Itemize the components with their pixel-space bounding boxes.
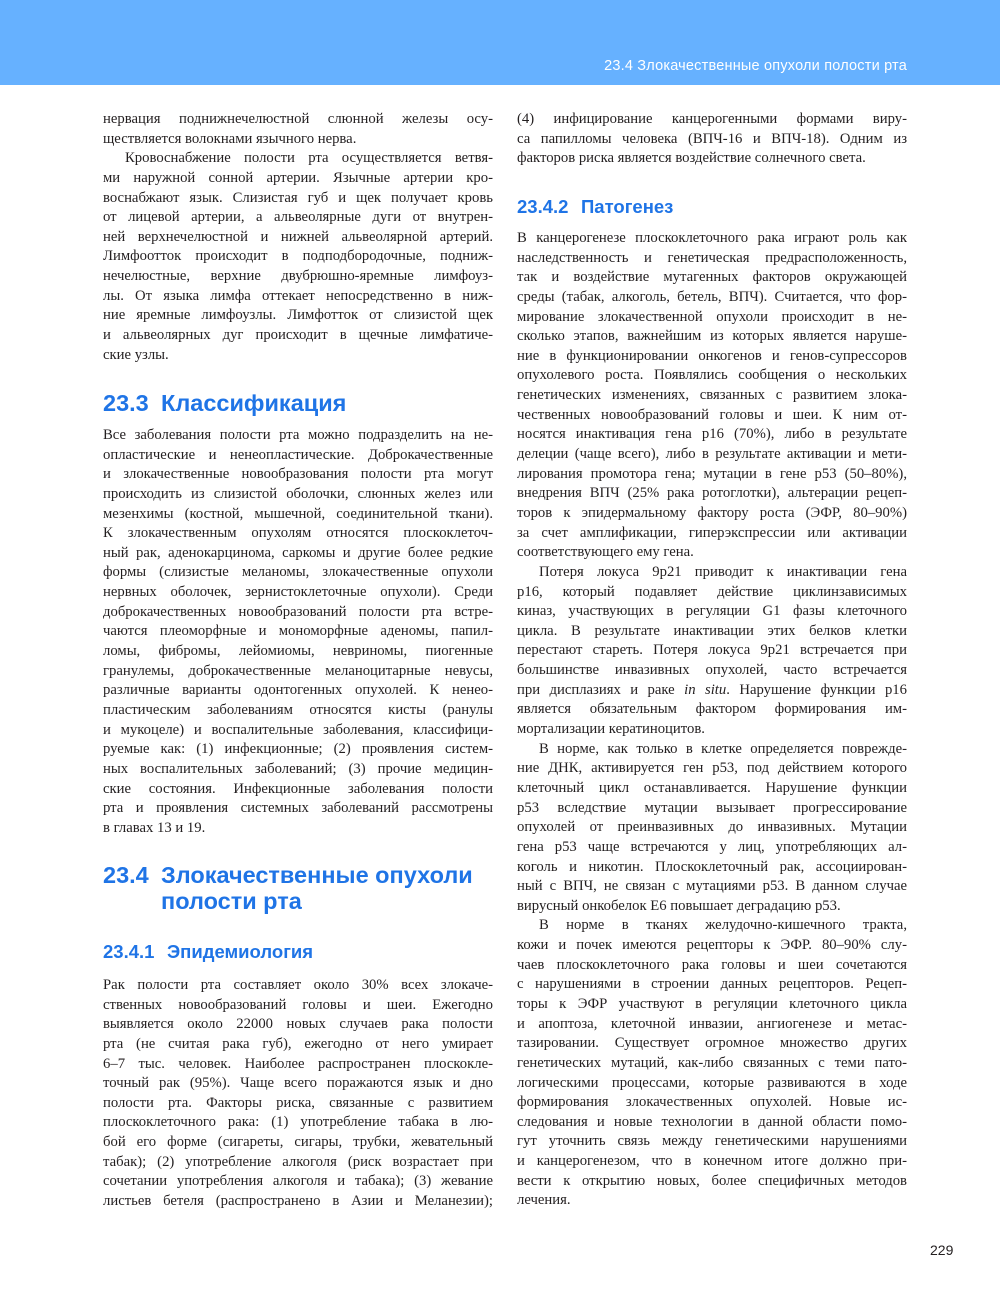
text-line: ный с ВПЧ, не связан с мутациями p53. В данном случае: [517, 878, 907, 895]
text-line: формы (слизистые меланомы, злокачественные опухоли: [103, 564, 493, 581]
text-line: Потеря локуса 9p21 приводит к инактивации гена: [539, 563, 907, 580]
text-line: перестают стареть. Потеря локуса 9p21 встречается при: [517, 642, 907, 659]
text-line: Все заболевания полости рта можно подразделить на не-: [103, 427, 493, 443]
text-line: В норме, как только в клетке определяется поврежде-: [539, 740, 907, 757]
text-line: в главах 13 и 19.: [103, 819, 206, 836]
italic-term: in situ: [684, 681, 727, 698]
text-line: точный рак (95%). Чаще всего поражаются язык и дно: [103, 1075, 493, 1092]
text-line: плоскоклеточного рака: (1) употребление табака в лю-: [103, 1114, 493, 1131]
text-line: Рак полости рта составляет около 30% всех злокаче-: [103, 977, 493, 993]
text-line: происходить из слизистой оболочки, слюнных желез или: [103, 485, 493, 502]
text-line: чаев плоскоклеточного рака головы и шеи сочетаются: [517, 956, 907, 973]
text-line: за счет амплификации, гиперэкспрессии или активации: [517, 524, 907, 541]
section-heading-23-4: [103, 862, 473, 914]
text-line: гена p53 чаще встречаются у лиц, употребляющих ал-: [517, 838, 907, 855]
text-line: торы к ЭФР участвуют в регуляции клеточного цикла: [517, 995, 907, 1012]
text-line: нервных оболочек, зернистоклеточные опухоли). Среди: [103, 584, 493, 601]
text-line: носятся инактивация гена p16 (70%), либо в результате: [517, 426, 907, 443]
text-line: чаются плеоморфные и мономорфные аденомы, папил-: [103, 623, 493, 640]
header-bar: [0, 0, 1000, 85]
text-line: делеции (чаще всего), либо в результате активации и мети-: [517, 446, 907, 463]
text-line: логическими процессами, которые развиваются в ходе: [517, 1074, 907, 1091]
text-line: является обязательным фактором формирования им-: [517, 701, 907, 718]
paragraph: [103, 426, 493, 838]
subsection-title: Эпидемиология: [167, 941, 314, 962]
subsection-heading-23-4-1: [103, 941, 313, 963]
text-line: от лицевой артерии, а альвеолярные дуги от внутрен-: [103, 209, 493, 226]
paragraph: [517, 563, 907, 740]
text-line: различные варианты одонтогенных опухолей. К ненео-: [103, 682, 493, 699]
text-line: вирусный онкобелок Е6 повышает деградацию p53.: [517, 897, 841, 914]
text-line: мирование злокачественной опухоли происходит в не-: [517, 308, 907, 325]
text-line: опухолей от преинвазивных до инвазивных. Мутации: [517, 819, 907, 836]
text-span: . Нарушение функции p16: [726, 681, 907, 698]
paragraph: [517, 110, 907, 169]
section-number: 23.4: [103, 862, 149, 888]
text-line: сочетании употребления алкоголя и табака); (3) жевание: [103, 1173, 493, 1190]
text-line: торов к эпидермальному фактору роста (ЭФР, 80–90%): [517, 504, 907, 521]
subsection-number: 23.4.2: [517, 196, 569, 217]
subsection-number: 23.4.1: [103, 941, 155, 962]
text-line: киназ, участвующих в регуляции G1 фазы клеточного: [517, 603, 907, 620]
text-line: коголь и никотин. Плоскоклеточный рак, ассоциирован-: [517, 858, 907, 875]
paragraph: [103, 149, 493, 365]
text-line: В канцерогенезе плоскоклеточного рака играют роль как: [517, 230, 907, 246]
text-line: ние ДНК, активируется ген p53, под действием которого: [517, 760, 907, 777]
text-line: доброкачественных новообразований полости рта встре-: [103, 603, 493, 620]
text-line: ние в функционировании онкогенов и генов-супрессоров: [517, 347, 907, 364]
text-line: опластические и ненеопластические. Доброкачественные: [103, 446, 493, 463]
text-line: следования и новые технологии в данной области помо-: [517, 1113, 907, 1130]
text-line: нервация поднижнечелюстной слюнной железы осу-: [103, 111, 493, 127]
text-line: листьев бетеля (распространено в Азии и Меланезии);: [103, 1193, 493, 1210]
text-line: цикла. В результате инактивации этих белков клетки: [517, 622, 907, 639]
section-title: Классификация: [161, 390, 347, 416]
text-line: Кровоснабжение полости рта осуществляется ветвя-: [125, 150, 493, 167]
text-line: факторов риска является воздействие солнечного света.: [517, 150, 866, 167]
text-line: тазировании. Существует огромное множество других: [517, 1035, 907, 1052]
subsection-heading-23-4-2: [517, 196, 673, 218]
section-number: 23.3: [103, 390, 149, 416]
text-line: нечелюстные, верхние двубрюшно-яремные лимфоуз-: [103, 268, 493, 285]
text-line: са папилломы человека (ВПЧ-16 и ВПЧ-18). Одним из: [517, 130, 907, 147]
text-line: генетических мутаций, как-либо связанных с теми пато-: [517, 1054, 907, 1071]
text-line: ские состояния. Инфекционные заболевания полости: [103, 780, 493, 797]
text-line: [517, 681, 907, 701]
text-line: мортализации кератиноцитов.: [517, 721, 705, 738]
text-line: кожи и почек имеются рецепторы к ЭФР. 80–90% слу-: [517, 937, 907, 954]
text-line: лы. От языка лимфа оттекает непосредственно в ниж-: [103, 287, 493, 304]
text-block: [103, 110, 493, 365]
text-line: лечения.: [517, 1192, 571, 1209]
text-line: ственных новообразований головы и шеи. Ежегодно: [103, 996, 493, 1013]
text-line: и канцерогенезом, что в конечном итоге должно при-: [517, 1153, 907, 1170]
text-line: так и воздействие мутагенных факторов окружающей: [517, 269, 907, 286]
running-title: 23.4 Злокачественные опухоли полости рта: [604, 58, 907, 74]
text-block: [103, 976, 493, 1212]
text-line: внедрения ВПЧ (25% рака ротоглотки), альтерации рецеп-: [517, 485, 907, 502]
text-line: мезенхимы (костной, мышечной, соединительной ткани).: [103, 505, 493, 522]
text-line: и апоптоза, клеточной инвазии, ангиогенезе и метас-: [517, 1015, 907, 1032]
text-line: лирования промотора гена; мутации в гене p53 (50–80%),: [517, 465, 907, 482]
text-line: Лимфоотток происходит в подподбородочные, подниж-: [103, 248, 493, 265]
text-line: полости рта. Факторы риска, связанные с развитием: [103, 1094, 493, 1111]
text-line: ми наружной сонной артерии. Язычные артерии кро-: [103, 169, 493, 186]
text-line: ней верхнечелюстной и нижней альвеолярной артерий.: [103, 228, 493, 245]
text-line: руемые как: (1) инфекционные; (2) проявления систем-: [103, 741, 493, 758]
text-line: ществляется волокнами язычного нерва.: [103, 130, 357, 147]
text-line: ломы, фибромы, лейомиомы, невриномы, пиогенные: [103, 643, 493, 660]
text-line: бой его форме (сигареты, сигары, трубки, жевательный: [103, 1134, 493, 1151]
text-line: рта и проявления системных заболеваний рассмотрены: [103, 800, 493, 817]
text-line: и альвеолярных дуг происходит в щечные лимфатиче-: [103, 327, 493, 344]
text-line: p16, который подавляет действие циклинзависимых: [517, 583, 907, 600]
text-line: соответствующего ему гена.: [517, 544, 694, 561]
subsection-title: Патогенез: [581, 196, 674, 217]
text-span: при дисплазиях и раке: [517, 681, 685, 698]
section-title-line2: полости рта: [161, 888, 302, 914]
text-line: В норме в тканях желудочно-кишечного тракта,: [539, 917, 907, 934]
text-line: среды (табак, алкоголь, бетель, ВПЧ). Считается, что фор-: [517, 288, 907, 305]
text-block: [517, 110, 907, 169]
text-line: клеточный цикл останавливается. Нарушение функции: [517, 779, 907, 796]
text-line: ный рак, аденокарцинома, саркомы и другие более редкие: [103, 544, 493, 561]
paragraph: [517, 229, 907, 563]
text-line: и злокачественные новообразования полости рта могут: [103, 466, 493, 483]
page-number: 229: [930, 1242, 954, 1258]
text-line: чественных новообразований головы и шеи. К ним от-: [517, 406, 907, 423]
text-block: [103, 426, 493, 838]
text-line: формирования злокачественных опухолей. Новые ис-: [517, 1094, 907, 1111]
text-line: рта (не считая рака губ), ежегодно от него умирает: [103, 1035, 493, 1052]
text-line: 6–7 тыс. человек. Наиболее распространен плоскокле-: [103, 1055, 493, 1072]
text-line: гут уточнить связь между генетическими нарушениями: [517, 1133, 907, 1150]
text-line: p53 вследствие мутации вызывает прогрессирование: [517, 799, 907, 816]
text-block: [517, 229, 907, 1211]
text-line: табак); (2) употребление алкоголя (риск возрастает при: [103, 1153, 493, 1170]
text-line: пластическим заболеваниям относятся кисты (ранулы: [103, 701, 493, 718]
text-line: ние яремные лимфоузлы. Лимфотток от слизистой щек: [103, 307, 493, 324]
text-line: и мукоцеле) и воспалительные заболевания, классифици-: [103, 721, 493, 738]
text-line: генетических изменениях, связанных с развитием злока-: [517, 387, 907, 404]
text-line: воснабжают язык. Слизистая губ и щек получает кровь: [103, 189, 493, 206]
paragraph: [517, 740, 907, 917]
text-line: большинстве инвазивных опухолей, часто встречается: [517, 662, 907, 679]
text-line: (4) инфицирование канцерогенными формами виру-: [517, 111, 907, 127]
text-line: наследственность и генетическая предрасположенность,: [517, 249, 907, 266]
text-line: гранулемы, доброкачественные меланоцитарные невусы,: [103, 662, 493, 679]
text-line: сколько этапов, важнейшим из которых является наруше-: [517, 328, 907, 345]
paragraph: [103, 110, 493, 149]
text-line: выявляется около 22000 новых случаев рака полости: [103, 1016, 493, 1033]
text-line: К злокачественным опухолям относятся плоскоклеточ-: [103, 525, 493, 542]
paragraph: [103, 976, 493, 1212]
text-line: вести к открытию новых, более специфичных методов: [517, 1172, 907, 1189]
text-line: с нарушениями в строении данных рецепторов. Рецеп-: [517, 976, 907, 993]
paragraph: [517, 916, 907, 1211]
text-line: ские узлы.: [103, 346, 169, 363]
section-heading-23-3: [103, 390, 346, 416]
text-line: ных воспалительных заболеваний; (3) прочие медицин-: [103, 760, 493, 777]
section-title-line1: Злокачественные опухоли: [161, 862, 473, 888]
text-line: опухолевого роста. Появлялись сообщения о нескольких: [517, 367, 907, 384]
